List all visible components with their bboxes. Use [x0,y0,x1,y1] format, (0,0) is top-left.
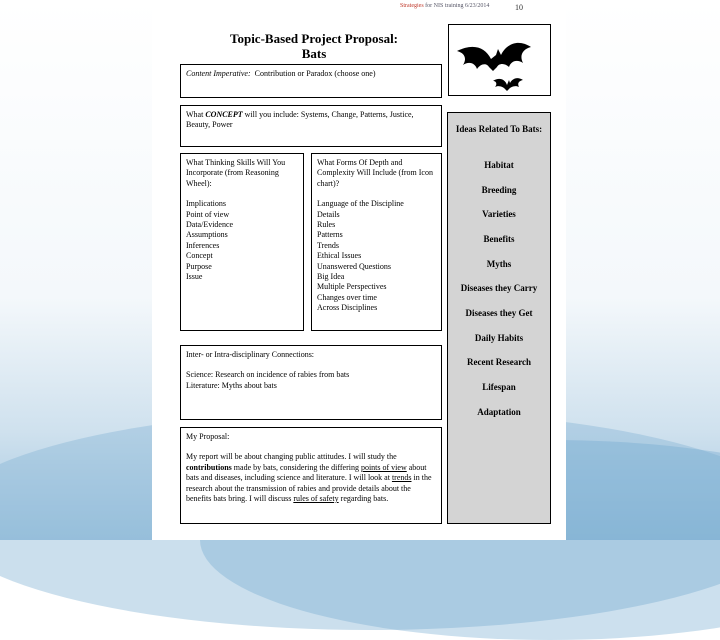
document-page [152,0,566,540]
connections-science: Science: Research on incidence of rabies from bats [186,370,350,380]
title-line-2: Bats [301,46,327,61]
content-imperative-box [180,64,442,98]
header-note-highlight: Strategies [400,3,424,9]
depth-item: Across Disciplines [317,303,378,313]
depth-item: Multiple Perspectives [317,282,387,292]
idea-item: Benefits [483,234,515,244]
concept-keyword: CONCEPT [205,110,243,119]
concept-text: will you include: Systems, Change, Patterns, Justice, Beauty, Power [186,110,414,130]
concept-prefix: What [186,110,206,119]
thinking-skill-item: Point of view [186,209,230,219]
depth-item: Changes over time [317,292,377,302]
ideas-title: Ideas Related To Bats: [455,124,543,134]
proposal-box [180,427,442,524]
depth-item: Patterns [317,230,343,240]
proposal-keyword-points-of-view: points of view [360,462,407,472]
page-number: 10 [515,3,523,12]
thinking-skill-item: Data/Evidence [186,220,234,230]
thinking-skills-heading: What Thinking Skills Will You Incorporate (from Reasoning Wheel): [186,158,286,188]
page-title [184,31,444,61]
thinking-skill-item: Assumptions [186,230,228,240]
idea-item: Recent Research [466,357,532,367]
header-note [400,3,489,9]
proposal-keyword-trends: trends [391,473,412,483]
depth-item: Big Idea [317,272,345,282]
idea-item: Daily Habits [474,333,524,343]
idea-item: Lifespan [482,382,516,392]
bat-image-box [448,24,551,96]
connections-literature: Literature: Myths about bats [186,380,277,390]
depth-item: Rules [317,220,336,230]
thinking-skill-item: Purpose [186,261,212,271]
depth-item: Details [317,209,340,219]
idea-item: Diseases they Get [465,308,533,318]
depth-item: Ethical Issues [317,251,362,261]
bat-icon [449,25,550,95]
idea-item: Adaptation [477,407,521,417]
thinking-skill-item: Implications [186,199,226,209]
title-line-1: Topic-Based Project Proposal: [229,31,399,46]
depth-item: Trends [317,240,339,250]
idea-item: Breeding [481,185,517,195]
thinking-skills-box [180,153,304,331]
depth-heading: What Forms Of Depth and Complexity Will Include (from Icon chart)? [317,158,433,188]
depth-complexity-box [311,153,442,331]
depth-item: Unanswered Questions [317,261,391,271]
proposal-text: My report will be about changing public attitudes. I will study the contributions made by bats, considering the differing points of view about bats and diseases, including science and literature. I will look at trends in the research about the transmission of rabies and provide details about the benefits bats bring. I will discuss rules of safety regarding bats. [186,452,432,504]
connections-heading: Inter- or Intra-disciplinary Connections: [186,350,315,359]
ideas-panel [447,112,551,524]
proposal-heading: My Proposal: [186,432,230,441]
concept-box [180,105,442,147]
thinking-skill-item: Issue [186,272,203,282]
content-imperative-label: Content Imperative: [186,69,251,78]
proposal-keyword-rules-of-safety: rules of safety [293,494,339,504]
idea-item: Myths [486,259,512,269]
connections-box [180,345,442,420]
idea-item: Diseases they Carry [460,283,538,293]
content-imperative-text: Contribution or Paradox (choose one) [254,69,376,78]
depth-item: Language of the Discipline [317,199,404,209]
idea-item: Habitat [484,160,514,170]
idea-item: Varieties [482,209,516,219]
thinking-skill-item: Concept [186,251,213,261]
thinking-skill-item: Inferences [186,240,220,250]
header-note-text: for NIS training 6/23/2014 [425,3,490,9]
proposal-keyword-contributions: contributions [186,462,232,472]
